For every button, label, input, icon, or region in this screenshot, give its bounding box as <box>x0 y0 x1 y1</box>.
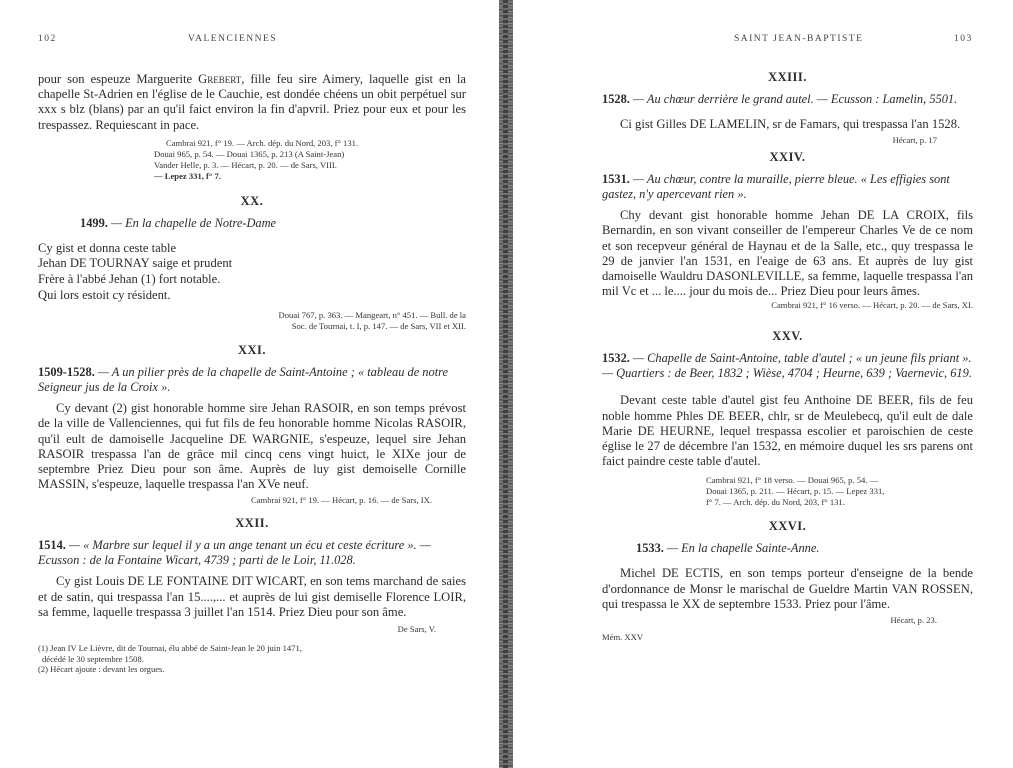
section-xxi-text: Cy devant (2) gist honorable homme sire Jehan RASOIR, en son temps prévost de la ville de Vallenciennes, qui fut fils de feu honorable homme Nicolas RASOIR, qu'il eult de damoiselle Jacqueline DE WARGNIE, s'espeuze, lequel sire Jehan RASOIR trespassa l'an de grâce mil cincq cens vingt huict, le XIXe jour de septembre Priez Dieu pour son âme. Auprès de luy gist demoiselle Cornille MASSIN, s'espeuze, laquelle trespassa l'an XVe neuf. <box>38 401 466 492</box>
section-xxv-source-3: f° 7. — Arch. dép. du Nord, 203, f° 131. <box>706 497 845 508</box>
section-xxv-heading: 1532. — Chapelle de Saint-Antoine, table d'autel ; « un jeune fils priant ». — Quartiers : de Beer, 1832 ; Wièse, 4704 ; Heurne, 639 ; Vaernevic, 619. <box>602 351 972 381</box>
left-page <box>0 0 496 768</box>
section-xxii-heading: 1514. — « Marbre sur lequel il y a un ange tenant un écu et ceste écriture ». — Ecusson : de la Fontaine Wicart, 4739 ; parti de le Loir, 11.028. <box>38 538 431 568</box>
section-xxiv-heading: 1531. — Au chœur, contre la muraille, pierre bleue. « Les effigies sont gastez, n'y apercevant rien ». <box>602 172 950 202</box>
section-xxiv-source: Cambrai 921, f° 16 verso. — Hécart, p. 20. — de Sars, XI. <box>771 300 973 311</box>
section-xxvi-label: XXVI. <box>768 519 807 534</box>
page-number: 103 <box>954 34 973 44</box>
section-xx-source-1: Douai 767, p. 363. — Mangeart, n° 451. — Bull. de la <box>278 310 466 321</box>
verse-line: Cy gist et donna ceste table <box>38 240 177 255</box>
section-xxii-source: De Sars, V. <box>397 624 436 635</box>
section-xxiii-source: Hécart, p. 17 <box>892 135 937 146</box>
section-xxvi-source: Hécart, p. 23. <box>890 615 937 626</box>
verse-line: Jehan DE TOURNAY saige et prudent <box>38 256 233 271</box>
signature-mark: Mém. XXV <box>602 632 644 643</box>
section-xxv-label: XXV. <box>772 329 803 344</box>
section-xx-source-2: Soc. de Tournai, t. I, p. 147. — de Sars, VII et XII. <box>291 321 466 332</box>
section-xxi-source: Cambrai 921, f° 19. — Hécart, p. 16. — de Sars, IX. <box>250 495 432 506</box>
section-xxiii-heading: 1528. — Au chœur derrière le grand autel. — Ecusson : Lamelin, 5501. <box>602 92 958 106</box>
section-xxvi-heading: 1533. — En la chapelle Sainte-Anne. <box>636 541 820 556</box>
section-xxii-label: XXII. <box>235 516 269 531</box>
book-gutter <box>499 0 513 768</box>
section-xxv-text: Devant ceste table d'autel gist feu Anthoine DE BEER, fils de feu noble homme Phles DE BEER, chlr, sr de Meulebecq, qu'il eult de dale Marie DE HEURNE, lequel trespassa escolier et paroischien de ceste église le 27 de décembre l'an 1532, en mémoire duquel les srs parens ont faict paindre ceste table d'autel. <box>602 393 973 469</box>
section-xx-heading: 1499. — En la chapelle de Notre-Dame <box>80 215 277 230</box>
verse-line: Qui lors estoit cy résident. <box>38 287 171 302</box>
intro-source-1: Cambrai 921, f° 19. — Arch. dép. du Nord, 203, f° 131. <box>166 137 359 148</box>
right-page <box>514 0 1013 768</box>
section-xxiii-label: XXIII. <box>768 70 807 84</box>
verse-line: Frère à l'abbé Jehan (1) fort notable. <box>38 272 221 286</box>
section-xx-label: XX. <box>240 193 264 208</box>
footnote: décédé le 30 septembre 1508. <box>42 653 144 664</box>
section-xxiii-text: Ci gist Gilles DE LAMELIN, sr de Famars, qui trespassa l'an 1528. <box>620 117 961 131</box>
footnotes <box>38 643 466 675</box>
section-xxv-source-1: Cambrai 921, f° 18 verso. — Douai 965, p. 54. — <box>706 475 879 486</box>
intro-text: pour son espeuze Marguerite Grebert, fille feu sire Aimery, laquelle gist en la chapelle St-Adrien en l'église de le Cauchie, est dondée chéens un obit perpétuel sur xxx s blz (blans) par an qu'il faict environ la fin d'apvril. Priez pour eux et pour les trespassez. Requiescant in pace. <box>38 72 466 132</box>
section-xxv-source-2: Douai 1365, p. 211. — Hécart, p. 15. — Lepez 331, <box>706 486 885 497</box>
section-xx-verse <box>38 241 466 303</box>
section-xxi-heading: 1509-1528. — A un pilier près de la chapelle de Saint-Antoine ; « tableau de notre Seigneur jus de la Croix ». <box>38 365 448 395</box>
section-xxii-text: Cy gist Louis DE LE FONTAINE DIT WICART, en son tems marchand de saies et de satin, qui trespassa l'an 15....,... et auprès de lui gist demiselle Florence LOIR, sa femme, laquelle trespassa 3 juillet l'an 1514. Priez Dieu pour son âme. <box>38 574 466 619</box>
section-xxiv-label: XXIV. <box>769 150 806 165</box>
running-head: SAINT JEAN-BAPTISTE <box>734 34 864 44</box>
running-head: VALENCIENNES <box>188 34 278 44</box>
section-xxiv-text: Chy devant gist honorable homme Jehan DE LA CROIX, fils Bernardin, en son vivant conseiller de l'empereur Charles Ve de ce nom et son recepveur général de Haynau et de la Salle, etc., quy trespassa le 29 de janvier l'an 1531, en l'eaige de 63 ans. Et auprès de luy gist damoiselle Wauldru DASONLEVILLE, sa femme, laquelle trespassa l'an mil Vc et ... le.... jour du mois de... Priez Dieu pour leurs âmes. <box>602 208 973 299</box>
intro-source-4: — Lepez 331, f° 7. <box>154 170 221 181</box>
section-xxvi-text: Michel DE ECTIS, en son temps porteur d'enseigne de la bende d'ordonnance de Monsr le marischal de Gueldre Martin VAN ROSSEN, qui trespassa le XX de septembre 1533. Priez pour l'âme. <box>602 566 973 611</box>
intro-source-2: Douai 965, p. 54. — Douai 1365, p. 213 (A Saint-Jean) <box>154 148 345 159</box>
page-number: 102 <box>38 34 57 44</box>
footnote: (1) Jean IV Le Lièvre, dit de Tournai, élu abbé de Saint-Jean le 20 juin 1471, <box>38 643 302 654</box>
footnote: (2) Hécart ajoute : devant les orgues. <box>38 664 165 675</box>
section-xxi-label: XXI. <box>237 343 267 358</box>
intro-source-3: Vander Helle, p. 3. — Hécart, p. 20. — de Sars, VIII. <box>154 159 337 170</box>
